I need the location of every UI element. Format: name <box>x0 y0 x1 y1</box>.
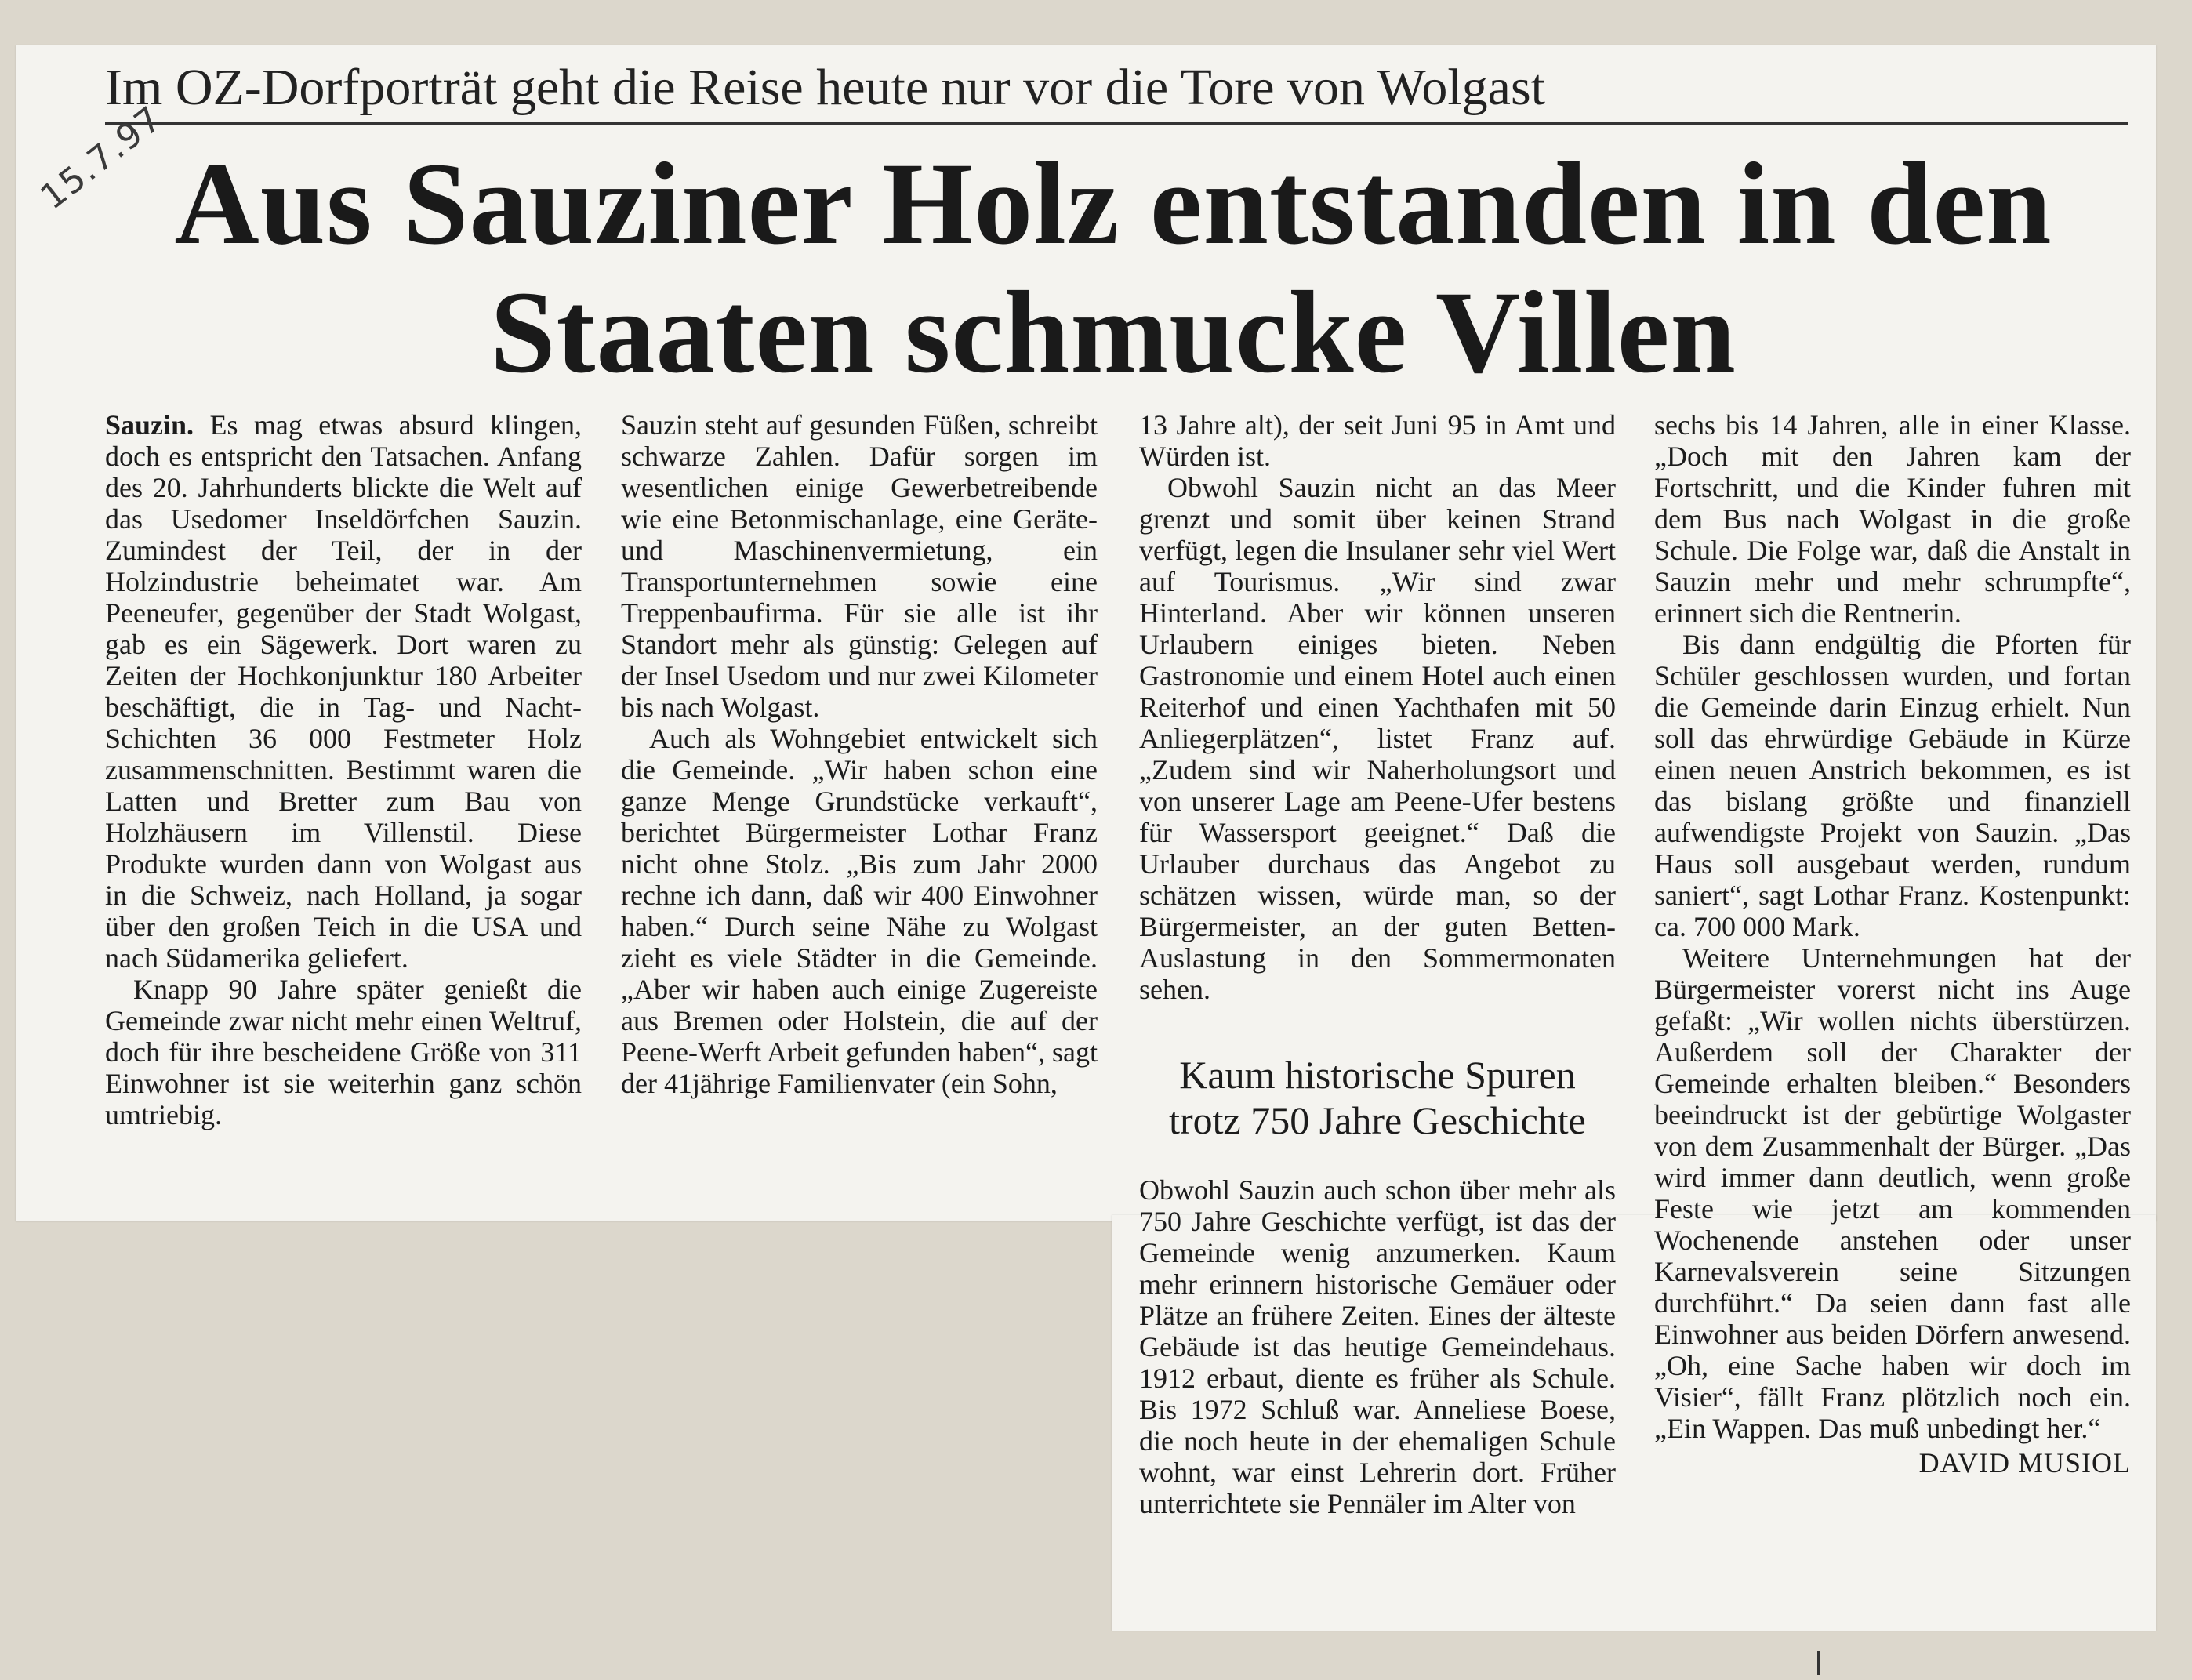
paragraph-text: Es mag etwas absurd klingen, doch es entspricht den Tatsachen. Anfang des 20. Jahrhunderts blickte die Welt auf das Usedomer Inseldörfchen Sauzin. Zumindest der Teil, der in der Holzindustrie beheimatet war. Am Peeneufer, gegenüber der Stadt Wolgast, gab es ein Sägewerk. Dort waren zu Zeiten der Hochkonjunktur 180 Arbeiter beschäftigt, die in Tag- und Nacht-Schichten 36 000 Festmeter Holz zusammenschnitten. Bestimmt waren die Latten und Bretter zum Bau von Holzhäusern im Villenstil. Diese Produkte wurden dann von Wolgast aus in die Schweiz, nach Holland, ja sogar über den großen Teich in die USA und nach Südamerika geliefert. <box>105 409 582 974</box>
paragraph: sechs bis 14 Jahren, alle in einer Klasse. „Doch mit den Jahren kam der Fortschritt, und die Kinder fuhren mit dem Bus nach Wolgast in die große Schule. Die Folge war, daß die Anstalt in Sauzin mehr und mehr schrumpfte“, erinnert sich die Rentnerin. <box>1654 409 2131 629</box>
lead-word: Sauzin. <box>105 409 194 441</box>
article-column-4 <box>1654 409 2131 1479</box>
paragraph: Obwohl Sauzin auch schon über mehr als 750 Jahre Geschichte verfügt, ist das der Gemeinde wenig anzumerken. Kaum mehr erinnern historische Gemäuer oder Plätze an frühere Zeiten. Eines der älteste Gebäude ist das heutige Gemeindehaus. 1912 erbaut, diente es früher als Schule. Bis 1972 Schluß war. Anneliese Boese, die noch heute in der ehemaligen Schule wohnt, war einst Lehrerin dort. Früher unterrichtete sie Pennäler im Alter von <box>1139 1174 1616 1519</box>
paragraph: Auch als Wohngebiet entwickelt sich die Gemeinde. „Wir haben schon eine ganze Menge Grundstücke verkauft“, berichtet Bürgermeister Lothar Franz nicht ohne Stolz. „Bis zum Jahr 2000 rechne ich dann, daß wir 400 Einwohner haben.“ Durch seine Nähe zu Wolgast zieht es viele Städter in die Gemeinde. „Aber wir haben auch einige Zugereiste aus Bremen oder Holstein, die auf der Peene-Werft Arbeit gefunden haben“, sagt der 41jährige Familienvater (ein Sohn, <box>621 723 1098 1099</box>
author-byline: DAVID MUSIOL <box>1918 1447 2131 1479</box>
handwritten-date: 15.7.97 <box>33 98 171 218</box>
paragraph: Bis dann endgültig die Pforten für Schüler geschlossen wurden, und fortan die Gemeinde darin Einzug erhielt. Nun soll das ehrwürdige Gebäude in Kürze einen neuen Anstrich bekommen, es ist das bislang größte und finanziell aufwendigste Projekt von Sauzin. „Das Haus soll ausgebaut werden, rundum saniert“, sagt Lothar Franz. Kostenpunkt: ca. 700 000 Mark. <box>1654 629 2131 942</box>
article-column-1 <box>105 409 582 1130</box>
paragraph: Weitere Unternehmungen hat der Bürgermeister vorerst nicht ins Auge gefaßt: „Wir wollen nichts überstürzen. Außerdem soll der Charakter der Gemeinde erhalten bleiben.“ Besonders beeindruckt ist der gebürtige Wolgaster von dem Zusammenhalt der Bürger. „Das wird immer dann deutlich, wenn große Feste wie jetzt am kommenden Wochenende anstehen oder unser Karnevalsverein seine Sitzungen durchführt.“ Da seien dann fast alle Einwohner aus beiden Dörfern anwesend. „Oh, eine Sache haben wir doch im Visier“, fällt Franz plötzlich noch ein. „Ein Wappen. Das muß unbedingt her.“ <box>1654 942 2131 1444</box>
paragraph: Obwohl Sauzin nicht an das Meer grenzt und somit über keinen Strand verfügt, legen die Insulaner sehr viel Wert auf Tourismus. „Wir sind zwar Hinterland. Aber wir können unseren Urlaubern einiges bieten. Neben Gastronomie und einem Hotel auch einen Reiterhof und einen Yachthafen mit 50 Anliegerplätzen“, listet Franz auf. „Zudem sind wir Naherholungsort und von unserer Lage am Peene-Ufer bestens für Wassersport geeignet.“ Daß die Urlauber durchaus das Angebot zu schätzen wissen, würde man, so der Bürgermeister, an der guten Betten-Auslastung in den Sommermonaten sehen. <box>1139 472 1616 1005</box>
pencil-mark <box>1817 1651 1820 1675</box>
subheading: Kaum historische Spuren trotz 750 Jahre Geschichte <box>1169 1053 1586 1142</box>
paragraph: Sauzin steht auf gesunden Füßen, schreibt schwarze Zahlen. Dafür sorgen im wesentlichen einige Gewerbetreibende wie eine Betonmischanlage, eine Geräte- und Maschinenvermietung, ein Transportunternehmen sowie eine Treppenbaufirma. Für sie alle ist ihr Standort mehr als günstig: Gelegen auf der Insel Usedom und nur zwei Kilometer bis nach Wolgast. <box>621 409 1098 723</box>
headline: Aus Sauziner Holz entstanden in den Staaten schmucke Villen <box>174 139 2052 397</box>
paragraph <box>105 409 582 974</box>
paragraph: 13 Jahre alt), der seit Juni 95 in Amt und Würden ist. <box>1139 409 1616 472</box>
article-column-2 <box>621 409 1098 1099</box>
article-column-3 <box>1139 409 1616 1519</box>
paragraph: Knapp 90 Jahre später genießt die Gemeinde zwar nicht mehr einen Weltruf, doch für ihre bescheidene Größe von 311 Einwohner ist sie weiterhin ganz schön umtriebig. <box>105 974 582 1130</box>
kicker-line: Im OZ-Dorfporträt geht die Reise heute nur vor die Tore von Wolgast <box>105 56 2128 125</box>
